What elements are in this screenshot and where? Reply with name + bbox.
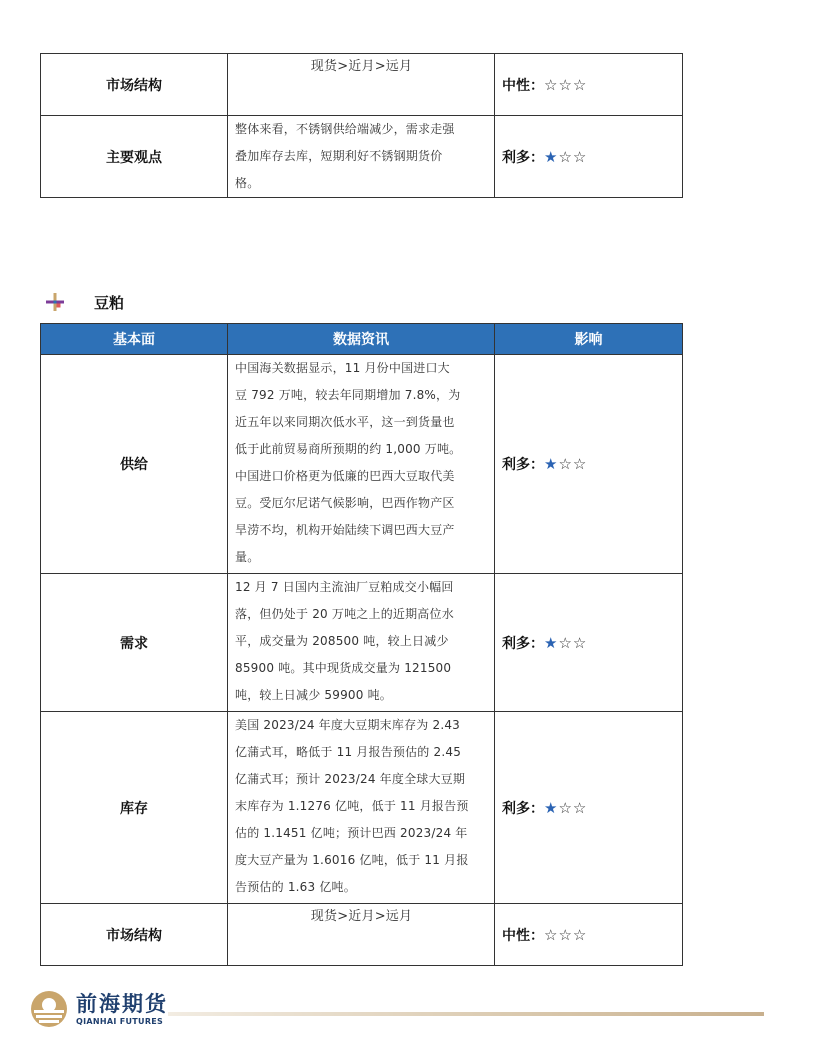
table-row xyxy=(41,904,683,966)
content-line: 落，但仍处于 20 万吨之上的近期高位水 xyxy=(235,607,454,621)
rating-stars xyxy=(544,799,587,817)
impact-cell xyxy=(495,116,683,198)
row-label: 市场结构 xyxy=(41,904,228,966)
header-fundamentals: 基本面 xyxy=(41,324,228,355)
content-line: 12 月 7 日国内主流油厂豆粕成交小幅回 xyxy=(235,580,454,594)
row-content xyxy=(228,712,495,904)
table-row xyxy=(41,574,683,712)
content-line: 量。 xyxy=(235,550,260,564)
qianhai-logo-icon xyxy=(30,990,68,1028)
row-label: 供给 xyxy=(41,355,228,574)
content-line: 亿蒲式耳；预计 2023/24 年度全球大豆期 xyxy=(235,772,466,786)
header-impact: 影响 xyxy=(495,324,683,355)
impact-label: 中性： xyxy=(502,927,544,944)
cross-bullet-icon xyxy=(46,293,64,311)
content-line: 末库存为 1.1276 亿吨，低于 11 月报告预 xyxy=(235,799,469,813)
rating-stars xyxy=(544,148,587,166)
star-full-icon: ★ xyxy=(544,798,559,817)
row-content xyxy=(228,116,495,198)
content-line: 旱涝不均，机构开始陆续下调巴西大豆产 xyxy=(235,523,455,537)
impact-cell xyxy=(495,904,683,966)
impact-cell xyxy=(495,574,683,712)
content-line: 低于此前贸易商所预期的约 1,000 万吨。 xyxy=(235,442,462,456)
content-line: 叠加库存去库，短期利好不锈钢期货价 xyxy=(235,149,443,163)
star-full-icon: ★ xyxy=(544,147,559,166)
impact-cell xyxy=(495,355,683,574)
content-line: 中国海关数据显示，11 月份中国进口大 xyxy=(235,361,450,375)
content-line: 度大豆产量为 1.6016 亿吨，低于 11 月报 xyxy=(235,853,469,867)
table-row xyxy=(41,712,683,904)
content-line: 美国 2023/24 年度大豆期末库存为 2.43 xyxy=(235,718,461,732)
star-empty-icon: ☆☆☆ xyxy=(544,925,588,944)
row-content xyxy=(228,574,495,712)
row-label: 需求 xyxy=(41,574,228,712)
content-line: 豆 792 万吨，较去年同期增加 7.8%，为 xyxy=(235,388,461,402)
impact-label: 利多： xyxy=(502,800,544,817)
content-line: 告预估的 1.63 亿吨。 xyxy=(235,880,356,894)
row-label: 库存 xyxy=(41,712,228,904)
row-content xyxy=(228,355,495,574)
impact-cell xyxy=(495,712,683,904)
impact-label: 中性： xyxy=(502,77,544,94)
row-content: 现货>近月>远月 xyxy=(228,904,495,966)
content-line: 85900 吨。其中现货成交量为 121500 xyxy=(235,661,452,675)
header-data-info: 数据资讯 xyxy=(228,324,495,355)
star-full-icon: ★ xyxy=(544,455,559,473)
row-label: 主要观点 xyxy=(41,116,228,198)
content-line: 估的 1.1451 亿吨；预计巴西 2023/24 年 xyxy=(235,826,468,840)
table-header-row xyxy=(41,324,683,355)
star-empty-icon: ☆☆☆ xyxy=(544,75,588,94)
star-empty-icon: ☆☆ xyxy=(558,147,588,166)
logo-chinese-name: 前海期货 xyxy=(76,991,168,1016)
section-title: 豆粕 xyxy=(94,293,125,312)
table-row xyxy=(41,116,683,198)
table-row xyxy=(41,54,683,116)
star-empty-icon: ☆☆ xyxy=(558,455,588,473)
stainless-steel-table xyxy=(40,53,683,198)
star-empty-icon: ☆☆ xyxy=(558,633,588,652)
soybean-meal-table xyxy=(40,323,683,966)
rating-stars xyxy=(544,926,587,944)
content-line: 中国进口价格更为低廉的巴西大豆取代美 xyxy=(235,469,455,483)
content-line: 整体来看，不锈钢供给端减少，需求走强 xyxy=(235,122,455,136)
content-line: 亿蒲式耳，略低于 11 月报告预估的 2.45 xyxy=(235,745,462,759)
row-label: 市场结构 xyxy=(41,54,228,116)
impact-label: 利多： xyxy=(502,457,544,473)
content-line: 平，成交量为 208500 吨，较上日减少 xyxy=(235,634,449,648)
content-line: 格。 xyxy=(235,176,260,190)
star-empty-icon: ☆☆ xyxy=(558,798,588,817)
impact-cell xyxy=(495,54,683,116)
rating-stars xyxy=(544,634,587,652)
table-row xyxy=(41,355,683,574)
row-content: 现货>近月>远月 xyxy=(228,54,495,116)
impact-label: 利多： xyxy=(502,635,544,652)
content-line: 吨，较上日减少 59900 吨。 xyxy=(235,688,393,702)
rating-stars xyxy=(544,455,587,473)
footer-logo xyxy=(30,990,168,1028)
content-line: 近五年以来同期次低水平，这一到货量也 xyxy=(235,415,455,429)
star-full-icon: ★ xyxy=(544,633,559,652)
logo-english-name: QIANHAI FUTURES xyxy=(76,1017,164,1026)
rating-stars xyxy=(544,76,587,94)
logo-text xyxy=(76,992,168,1026)
impact-label: 利多： xyxy=(502,149,544,166)
section-heading xyxy=(46,290,124,314)
content-line: 豆。受厄尔尼诺气候影响，巴西作物产区 xyxy=(235,496,455,510)
footer-divider xyxy=(168,1012,764,1016)
